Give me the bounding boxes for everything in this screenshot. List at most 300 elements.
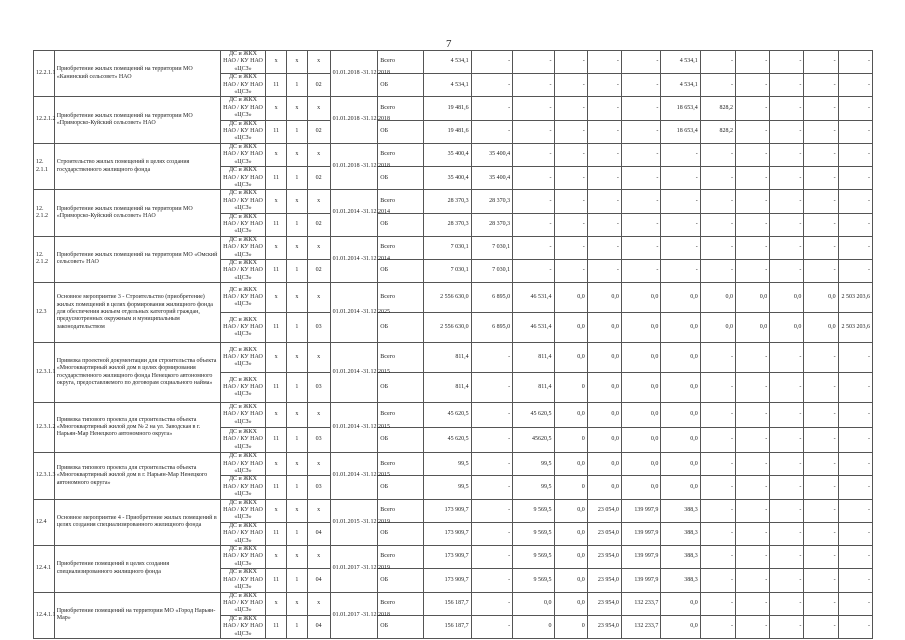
code-a: 11 (266, 476, 287, 499)
amount-cell: 173 909,7 (423, 546, 471, 569)
amount-cell: - (554, 120, 587, 143)
amount-cell: 0,0 (554, 569, 587, 592)
responsible-executor: ДС и ЖКХ НАО / КУ НАО «ЦСЗ» (220, 499, 266, 522)
amount-cell: - (700, 190, 735, 213)
amount-cell: 7 030,1 (471, 236, 512, 259)
item-code: 12.3.1.1 (34, 343, 55, 403)
amount-cell: - (770, 522, 804, 545)
amount-cell: - (838, 522, 872, 545)
amount-cell: 9 569,5 (513, 499, 554, 522)
amount-cell: - (804, 522, 838, 545)
amount-cell: 0,0 (661, 283, 700, 313)
funding-source: ОБ (378, 522, 424, 545)
code-a: х (266, 283, 287, 313)
responsible-executor: ДС и ЖКХ НАО / КУ НАО «ЦСЗ» (220, 97, 266, 120)
amount-cell: 0,0 (621, 403, 660, 428)
amount-cell: - (804, 259, 838, 282)
amount-cell: - (804, 120, 838, 143)
code-a: 11 (266, 313, 287, 343)
funding-source: Всего (378, 236, 424, 259)
responsible-executor: ДС и ЖКХ НАО / КУ НАО «ЦСЗ» (220, 453, 266, 476)
code-c: 02 (307, 259, 330, 282)
responsible-executor: ДС и ЖКХ НАО / КУ НАО «ЦСЗ» (220, 428, 266, 453)
amount-cell: - (554, 167, 587, 190)
code-c: х (307, 236, 330, 259)
amount-cell: - (770, 428, 804, 453)
amount-cell: - (735, 546, 769, 569)
responsible-executor: ДС и ЖКХ НАО / КУ НАО «ЦСЗ» (220, 74, 266, 97)
amount-cell: 7 030,1 (423, 236, 471, 259)
amount-cell: - (513, 74, 554, 97)
amount-cell: - (471, 453, 512, 476)
code-b: х (287, 236, 308, 259)
code-a: х (266, 403, 287, 428)
amount-cell: - (804, 167, 838, 190)
amount-cell: 0,0 (770, 283, 804, 313)
amount-cell: - (621, 167, 660, 190)
item-name: Основное мероприятие 3 - Строительство (приобретение) жилых помещений в целях формирования жилищного фонда для обеспечения жильем отдельных категорий граждан, предусмотренных окружным и муниципальным законодательством (54, 283, 220, 343)
amount-cell: - (661, 213, 700, 236)
amount-cell: 0,0 (587, 476, 621, 499)
code-b: 1 (287, 569, 308, 592)
code-a: 11 (266, 213, 287, 236)
code-c: х (307, 283, 330, 313)
amount-cell: 0,0 (587, 453, 621, 476)
code-c: 02 (307, 74, 330, 97)
amount-cell: - (735, 499, 769, 522)
code-b: 1 (287, 373, 308, 403)
amount-cell: 23 054,0 (587, 499, 621, 522)
funding-source: Всего (378, 343, 424, 373)
amount-cell: 139 997,9 (621, 499, 660, 522)
amount-cell: 0,0 (587, 343, 621, 373)
amount-cell: 28 370,3 (471, 190, 512, 213)
code-a: х (266, 143, 287, 166)
code-a: 11 (266, 120, 287, 143)
amount-cell: 35 400,4 (423, 167, 471, 190)
code-a: х (266, 236, 287, 259)
table-row (34, 190, 873, 213)
amount-cell: 156 187,7 (423, 592, 471, 615)
item-code: 12.3.1.2 (34, 403, 55, 453)
responsible-executor: ДС и ЖКХ НАО / КУ НАО «ЦСЗ» (220, 167, 266, 190)
table-row (34, 403, 873, 428)
amount-cell: - (735, 236, 769, 259)
table-row (34, 453, 873, 476)
amount-cell: - (838, 51, 872, 74)
amount-cell: - (770, 373, 804, 403)
code-a: 11 (266, 259, 287, 282)
amount-cell: 0,0 (554, 499, 587, 522)
table-row (34, 97, 873, 120)
funding-source: Всего (378, 97, 424, 120)
page-number: 7 (446, 38, 452, 50)
code-c: 02 (307, 120, 330, 143)
amount-cell: - (471, 499, 512, 522)
amount-cell: - (587, 259, 621, 282)
code-a: 11 (266, 428, 287, 453)
code-b: 1 (287, 313, 308, 343)
item-name: Привязка проектной документации для строительства объекта «Многоквартирный жилой дом в целях формирования государственного жилищного фонда Ненецкого автономного округа, предоставляемого по договорам социального найма» (54, 343, 220, 403)
amount-cell: - (735, 373, 769, 403)
amount-cell: - (804, 213, 838, 236)
period: 01.01.2018 -31.12.2018 (330, 51, 378, 97)
amount-cell: - (700, 403, 735, 428)
code-b: х (287, 97, 308, 120)
amount-cell: 0,0 (587, 403, 621, 428)
item-code: 12. 2.1.2 (34, 236, 55, 282)
amount-cell: - (621, 259, 660, 282)
funding-source: ОБ (378, 428, 424, 453)
code-b: 1 (287, 476, 308, 499)
amount-cell: 0,0 (804, 283, 838, 313)
amount-cell: - (621, 190, 660, 213)
amount-cell: - (838, 97, 872, 120)
amount-cell: - (700, 236, 735, 259)
amount-cell: - (735, 74, 769, 97)
amount-cell: 9 569,5 (513, 569, 554, 592)
amount-cell: - (471, 51, 512, 74)
code-c: 03 (307, 313, 330, 343)
code-c: х (307, 143, 330, 166)
amount-cell: 811,4 (423, 373, 471, 403)
responsible-executor: ДС и ЖКХ НАО / КУ НАО «ЦСЗ» (220, 190, 266, 213)
amount-cell: 0,0 (621, 313, 660, 343)
funding-source: Всего (378, 143, 424, 166)
amount-cell: 0 (554, 615, 587, 638)
amount-cell: - (770, 343, 804, 373)
amount-cell: - (700, 213, 735, 236)
amount-cell: 0,0 (700, 283, 735, 313)
amount-cell: - (838, 453, 872, 476)
amount-cell: - (838, 236, 872, 259)
code-c: х (307, 190, 330, 213)
amount-cell: 99,5 (513, 476, 554, 499)
item-name: Привязка типового проекта для строительства объекта «Многоквартирный жилой дом № 2 на ул. Заводская в г. Нарьян-Мар Ненецкого автономного округа» (54, 403, 220, 453)
item-code: 12. 2.1.2 (34, 190, 55, 236)
amount-cell: 28 370,3 (471, 213, 512, 236)
amount-cell: 45 620,5 (423, 403, 471, 428)
amount-cell: 2 503 203,6 (838, 313, 872, 343)
amount-cell: 6 895,0 (471, 313, 512, 343)
amount-cell: 0,0 (554, 403, 587, 428)
code-c: х (307, 403, 330, 428)
amount-cell: - (838, 167, 872, 190)
amount-cell: 99,5 (423, 453, 471, 476)
amount-cell: - (804, 592, 838, 615)
funding-source: Всего (378, 190, 424, 213)
amount-cell: 0,0 (661, 313, 700, 343)
code-c: х (307, 499, 330, 522)
table-row (34, 592, 873, 615)
amount-cell: - (700, 592, 735, 615)
code-c: х (307, 51, 330, 74)
amount-cell: 0,0 (621, 428, 660, 453)
amount-cell: - (770, 167, 804, 190)
table-row (34, 499, 873, 522)
amount-cell: - (838, 373, 872, 403)
responsible-executor: ДС и ЖКХ НАО / КУ НАО «ЦСЗ» (220, 313, 266, 343)
amount-cell: - (770, 143, 804, 166)
amount-cell: 0,0 (554, 313, 587, 343)
amount-cell: - (700, 569, 735, 592)
amount-cell: 18 653,4 (661, 97, 700, 120)
amount-cell: 23 954,0 (587, 615, 621, 638)
code-b: 1 (287, 428, 308, 453)
code-c: 04 (307, 569, 330, 592)
amount-cell: 0,0 (804, 313, 838, 343)
amount-cell: - (554, 190, 587, 213)
item-name: Приобретение помещений на территории МО «Город Нарьян-Мар» (54, 592, 220, 638)
funding-source: ОБ (378, 569, 424, 592)
item-code: 12.3.1.3 (34, 453, 55, 499)
amount-cell: 28 370,3 (423, 213, 471, 236)
amount-cell: - (838, 592, 872, 615)
amount-cell: - (838, 476, 872, 499)
amount-cell: - (554, 143, 587, 166)
period: 01.01.2015 -31.12.2019 (330, 499, 378, 545)
amount-cell: 23 954,0 (587, 546, 621, 569)
amount-cell: - (700, 522, 735, 545)
amount-cell: - (838, 120, 872, 143)
amount-cell: - (700, 343, 735, 373)
amount-cell: - (804, 615, 838, 638)
amount-cell: 388,3 (661, 522, 700, 545)
amount-cell: 0,0 (587, 373, 621, 403)
amount-cell: - (621, 74, 660, 97)
code-c: 04 (307, 615, 330, 638)
amount-cell: - (513, 51, 554, 74)
amount-cell: - (770, 120, 804, 143)
amount-cell: - (587, 236, 621, 259)
period: 01.01.2018 -31.12.2018 (330, 97, 378, 143)
responsible-executor: ДС и ЖКХ НАО / КУ НАО «ЦСЗ» (220, 403, 266, 428)
table-row (34, 143, 873, 166)
code-b: х (287, 592, 308, 615)
item-name: Основное мероприятие 4 - Приобретение жилых помещений в целях создания специализированного жилищного фонда (54, 499, 220, 545)
amount-cell: - (471, 522, 512, 545)
amount-cell: - (735, 190, 769, 213)
code-b: х (287, 499, 308, 522)
amount-cell: - (513, 120, 554, 143)
amount-cell: - (804, 343, 838, 373)
amount-cell: - (661, 190, 700, 213)
amount-cell: 46 531,4 (513, 313, 554, 343)
amount-cell: - (513, 143, 554, 166)
amount-cell: - (735, 615, 769, 638)
amount-cell: - (587, 74, 621, 97)
period: 01.01.2014 -31.12.2014 (330, 236, 378, 282)
amount-cell: - (661, 167, 700, 190)
table-row (34, 546, 873, 569)
amount-cell: - (735, 51, 769, 74)
amount-cell: - (735, 167, 769, 190)
period: 01.01.2014 -31.12.2015 (330, 343, 378, 403)
amount-cell: 0,0 (621, 373, 660, 403)
funding-source: ОБ (378, 373, 424, 403)
period: 01.01.2017 -31.12.2018 (330, 592, 378, 638)
amount-cell: 0,0 (621, 453, 660, 476)
amount-cell: - (661, 143, 700, 166)
amount-cell: 0,0 (587, 428, 621, 453)
amount-cell: - (770, 453, 804, 476)
amount-cell: - (838, 143, 872, 166)
amount-cell: - (770, 476, 804, 499)
amount-cell: 811,4 (423, 343, 471, 373)
amount-cell: - (587, 120, 621, 143)
amount-cell: 2 556 630,0 (423, 313, 471, 343)
code-c: 02 (307, 167, 330, 190)
code-a: 11 (266, 522, 287, 545)
code-a: х (266, 453, 287, 476)
amount-cell: - (770, 615, 804, 638)
amount-cell: - (513, 236, 554, 259)
amount-cell: 9 569,5 (513, 522, 554, 545)
amount-cell: - (587, 190, 621, 213)
code-a: х (266, 190, 287, 213)
code-b: х (287, 283, 308, 313)
amount-cell: - (554, 213, 587, 236)
code-a: 11 (266, 167, 287, 190)
amount-cell: - (554, 51, 587, 74)
amount-cell: - (661, 236, 700, 259)
amount-cell: 0 (513, 615, 554, 638)
code-c: х (307, 592, 330, 615)
responsible-executor: ДС и ЖКХ НАО / КУ НАО «ЦСЗ» (220, 592, 266, 615)
funding-source: ОБ (378, 74, 424, 97)
amount-cell: - (587, 51, 621, 74)
code-c: х (307, 453, 330, 476)
item-name: Приобретение жилых помещений на территории МО «Канинский сельсовет» НАО (54, 51, 220, 97)
code-b: 1 (287, 167, 308, 190)
amount-cell: 0,0 (621, 476, 660, 499)
item-code: 12.3 (34, 283, 55, 343)
amount-cell: - (621, 51, 660, 74)
amount-cell: - (770, 74, 804, 97)
responsible-executor: ДС и ЖКХ НАО / КУ НАО «ЦСЗ» (220, 283, 266, 313)
amount-cell: - (770, 403, 804, 428)
amount-cell: - (838, 615, 872, 638)
table-row (34, 51, 873, 74)
period: 01.01.2014 -31.12.2025 (330, 283, 378, 343)
code-a: 11 (266, 615, 287, 638)
item-code: 12.4.1 (34, 546, 55, 592)
amount-cell: - (513, 213, 554, 236)
amount-cell: 132 233,7 (621, 592, 660, 615)
amount-cell: 139 997,9 (621, 522, 660, 545)
budget-table (33, 50, 873, 639)
amount-cell: 0,0 (735, 283, 769, 313)
amount-cell: - (471, 476, 512, 499)
amount-cell: 18 653,4 (661, 120, 700, 143)
item-code: 12.4 (34, 499, 55, 545)
code-b: 1 (287, 615, 308, 638)
funding-source: ОБ (378, 259, 424, 282)
code-a: х (266, 343, 287, 373)
code-b: 1 (287, 213, 308, 236)
amount-cell: - (838, 213, 872, 236)
amount-cell: 4 534,1 (661, 51, 700, 74)
amount-cell: - (621, 213, 660, 236)
funding-source: ОБ (378, 167, 424, 190)
amount-cell: - (735, 522, 769, 545)
amount-cell: 0,0 (554, 592, 587, 615)
responsible-executor: ДС и ЖКХ НАО / КУ НАО «ЦСЗ» (220, 373, 266, 403)
amount-cell: - (587, 143, 621, 166)
amount-cell: - (471, 343, 512, 373)
period: 01.01.2018 -31.12.2018 (330, 143, 378, 189)
period: 01.01.2014 -31.12.2014 (330, 190, 378, 236)
amount-cell: 828,2 (700, 97, 735, 120)
amount-cell: 0,0 (661, 453, 700, 476)
amount-cell: 7 030,1 (471, 259, 512, 282)
amount-cell: - (735, 476, 769, 499)
amount-cell: - (471, 592, 512, 615)
amount-cell: 0,0 (554, 283, 587, 313)
amount-cell: 4 534,1 (423, 74, 471, 97)
amount-cell: - (735, 97, 769, 120)
amount-cell: 0,0 (621, 283, 660, 313)
code-c: х (307, 546, 330, 569)
amount-cell: - (554, 74, 587, 97)
amount-cell: - (804, 499, 838, 522)
responsible-executor: ДС и ЖКХ НАО / КУ НАО «ЦСЗ» (220, 236, 266, 259)
amount-cell: - (770, 546, 804, 569)
amount-cell: 23 954,0 (587, 592, 621, 615)
amount-cell: 828,2 (700, 120, 735, 143)
amount-cell: 45 620,5 (513, 403, 554, 428)
amount-cell: - (621, 236, 660, 259)
code-a: х (266, 546, 287, 569)
code-b: х (287, 190, 308, 213)
funding-source: ОБ (378, 615, 424, 638)
amount-cell: - (471, 546, 512, 569)
table-row (34, 236, 873, 259)
amount-cell: - (804, 373, 838, 403)
amount-cell: 35 400,4 (423, 143, 471, 166)
amount-cell: 23 954,0 (587, 569, 621, 592)
amount-cell: - (700, 373, 735, 403)
amount-cell: - (587, 167, 621, 190)
amount-cell: 4 534,1 (423, 51, 471, 74)
amount-cell: 0 (554, 428, 587, 453)
amount-cell: - (735, 213, 769, 236)
code-a: х (266, 499, 287, 522)
amount-cell: - (513, 259, 554, 282)
amount-cell: - (804, 569, 838, 592)
amount-cell: - (770, 259, 804, 282)
code-b: 1 (287, 259, 308, 282)
amount-cell: - (735, 428, 769, 453)
amount-cell: - (700, 453, 735, 476)
code-a: 11 (266, 74, 287, 97)
item-name: Приобретение жилых помещений на территории МО «Приморско-Куйский сельсовет» НАО (54, 97, 220, 143)
responsible-executor: ДС и ЖКХ НАО / КУ НАО «ЦСЗ» (220, 615, 266, 638)
amount-cell: - (804, 143, 838, 166)
amount-cell: - (700, 499, 735, 522)
amount-cell: - (838, 190, 872, 213)
amount-cell: - (804, 51, 838, 74)
amount-cell: - (770, 236, 804, 259)
amount-cell: - (770, 190, 804, 213)
code-c: х (307, 97, 330, 120)
amount-cell: 2 503 203,6 (838, 283, 872, 313)
amount-cell: - (804, 428, 838, 453)
item-name: Строительство жилых помещений в целях создания государственного жилищного фонда (54, 143, 220, 189)
amount-cell: - (700, 546, 735, 569)
amount-cell: - (804, 97, 838, 120)
amount-cell: - (700, 428, 735, 453)
